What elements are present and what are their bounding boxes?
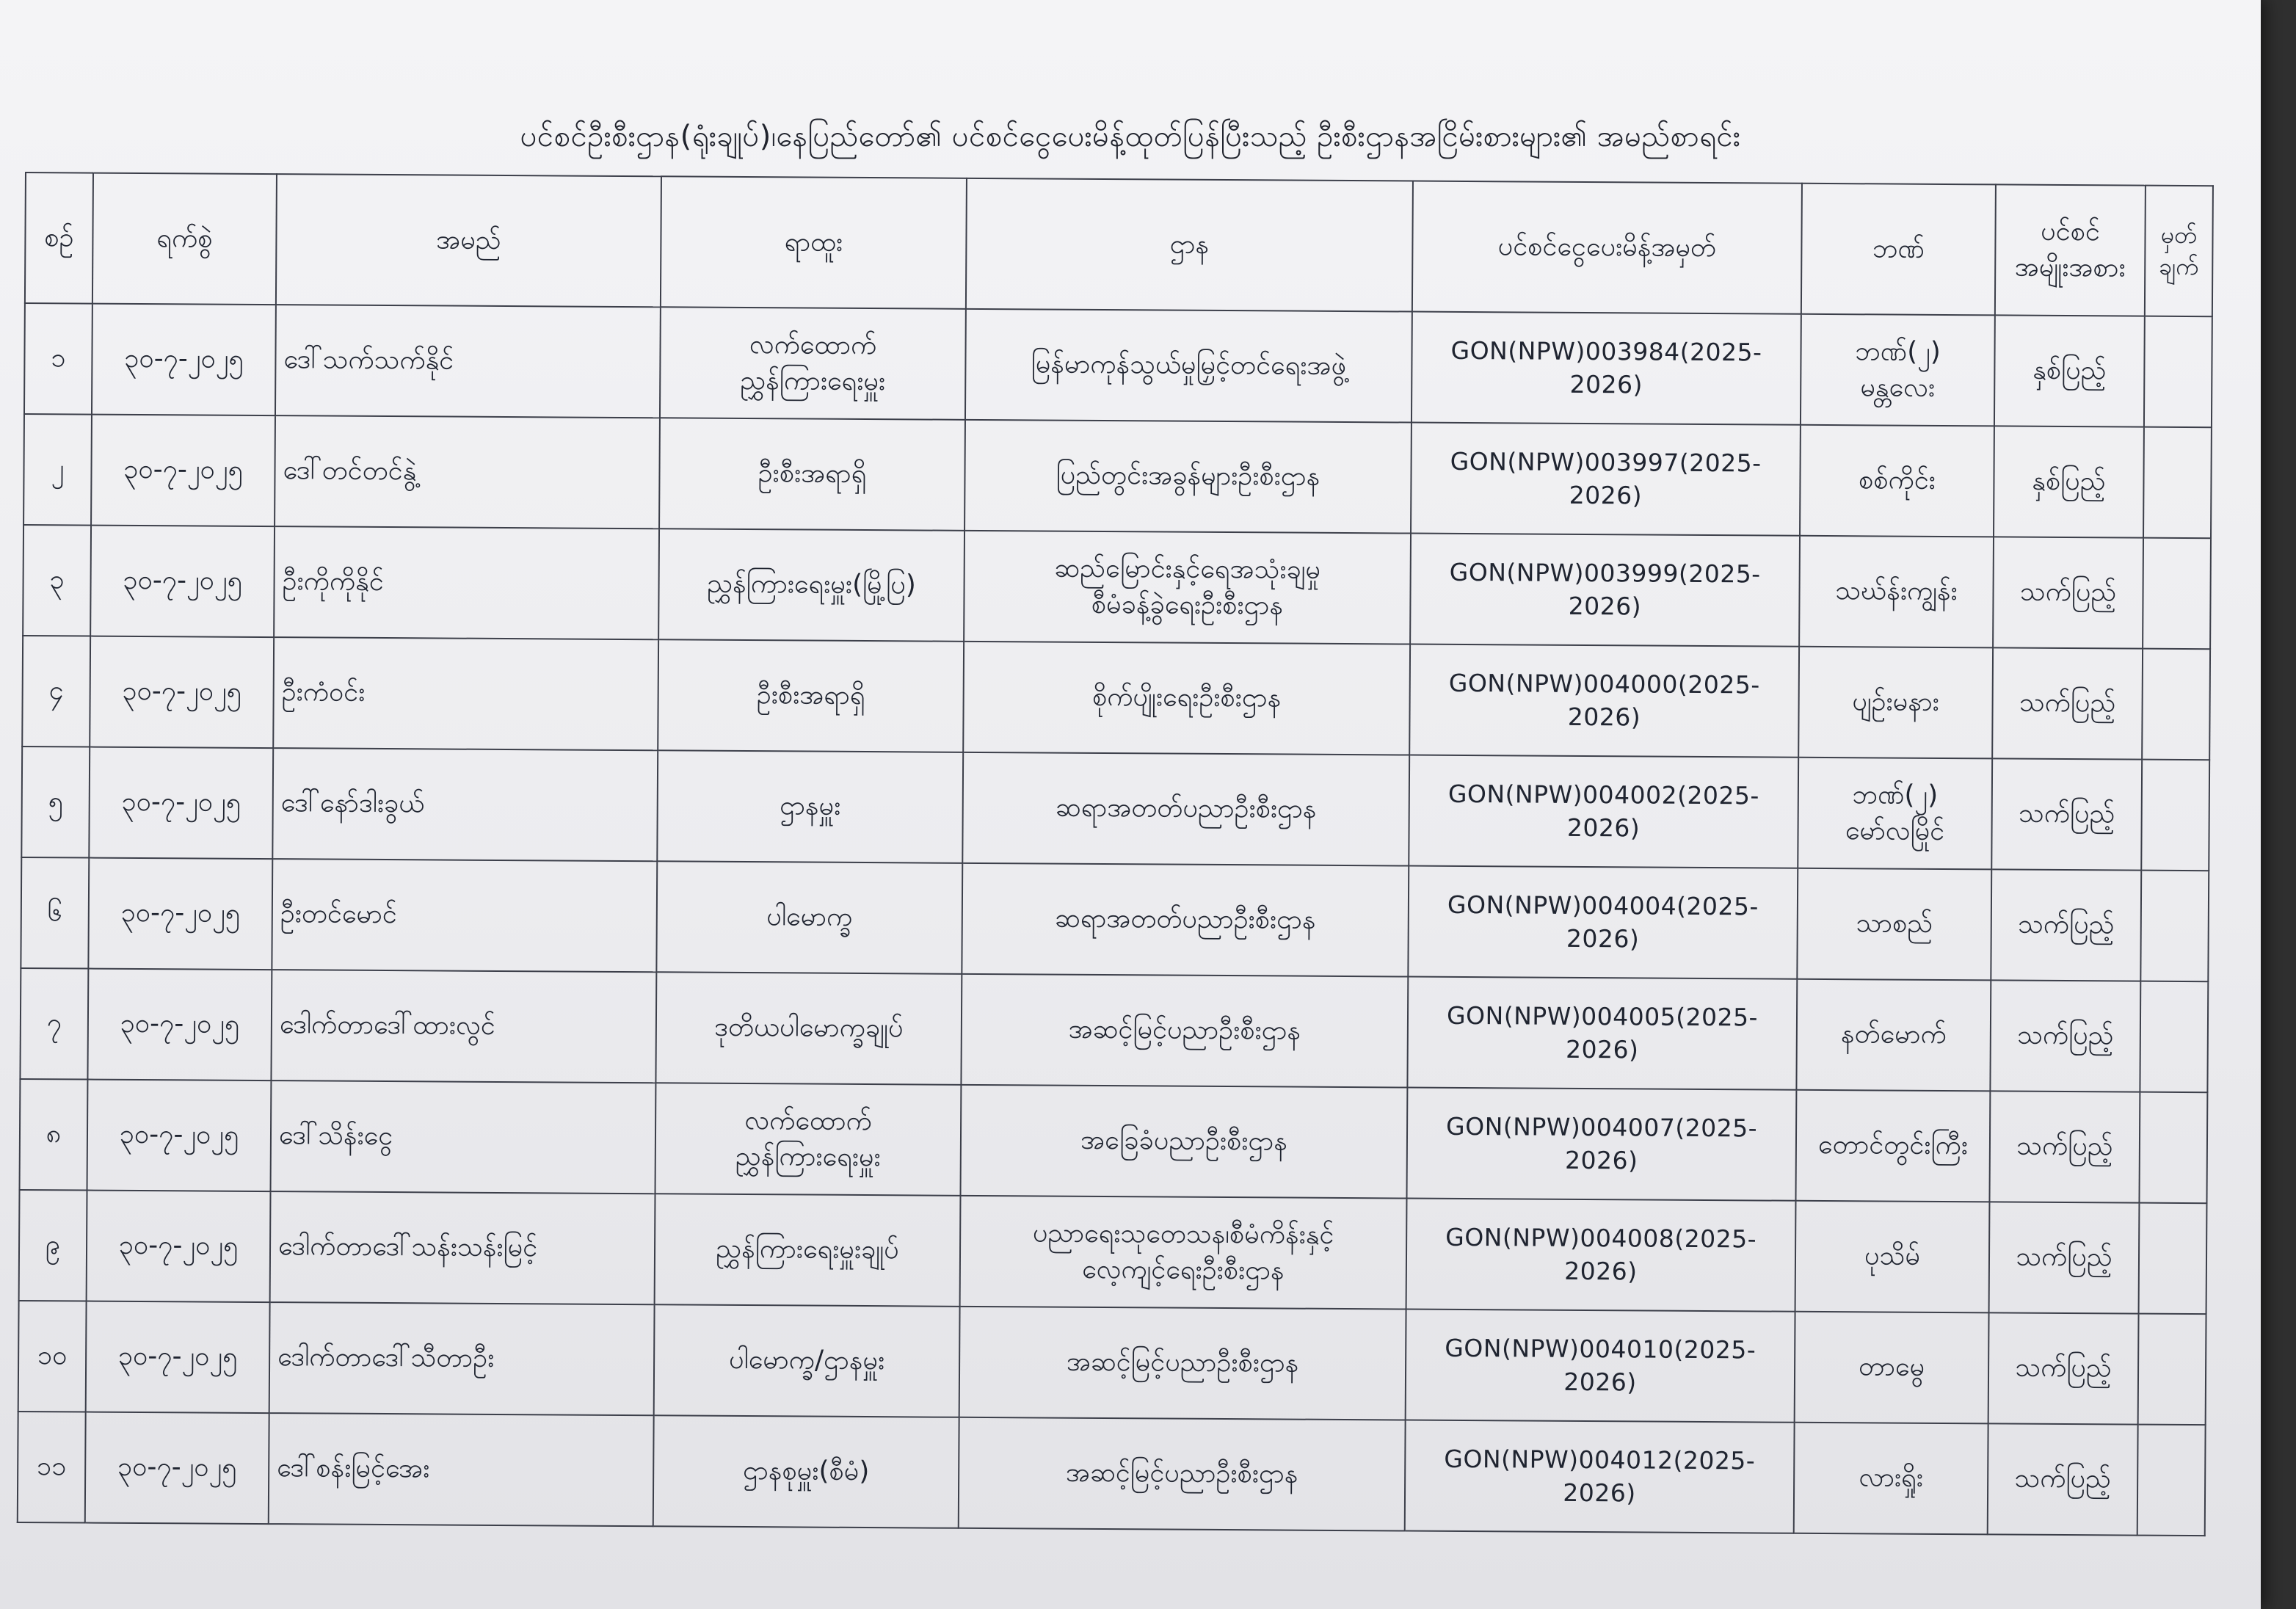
cell-rank-line1: လက်ထောက် bbox=[749, 329, 877, 360]
cell-date: ၃၀-၇-၂၀၂၅ bbox=[89, 747, 273, 860]
header-rank: ရာထူး bbox=[661, 176, 967, 309]
table-row bbox=[20, 1079, 2208, 1203]
cell-name: ဦးကံဝင်း bbox=[273, 637, 658, 750]
cell-department-line1: ဆရာအတတ်ပညာဦးစီးဌာန bbox=[1054, 903, 1316, 935]
cell-bank-line1: ဘဏ်(၂) bbox=[1852, 780, 1939, 810]
cell-pension-type: သက်ပြည့် bbox=[1991, 869, 2141, 981]
cell-date: ၃၀-၇-၂၀၂၅ bbox=[92, 304, 276, 416]
cell-no: ၁၁ bbox=[18, 1412, 86, 1523]
cell-remark bbox=[2143, 538, 2211, 650]
cell-rank-line1: ပါမောက္ခ bbox=[766, 901, 853, 933]
cell-permit: GON(NPW)003984(2025-2026) bbox=[1412, 312, 1801, 425]
cell-rank-line2: ညွှန်ကြားရေးမှူး bbox=[740, 365, 886, 396]
cell-bank bbox=[1799, 536, 1994, 648]
cell-pension-type: သက်ပြည့် bbox=[1988, 1312, 2139, 1424]
cell-bank-line1: တာမွေ bbox=[1858, 1351, 1925, 1383]
cell-remark bbox=[2140, 981, 2208, 1093]
cell-department bbox=[962, 863, 1409, 977]
cell-permit: GON(NPW)003999(2025-2026) bbox=[1410, 534, 1800, 647]
cell-bank-line1: နတ်မောက် bbox=[1840, 1019, 1947, 1050]
cell-bank-line1: ပုသိမ် bbox=[1864, 1241, 1921, 1272]
cell-date: ၃၀-၇-၂၀၂၅ bbox=[88, 858, 272, 970]
cell-pension-type: သက်ပြည့် bbox=[1993, 537, 2143, 648]
table-row bbox=[20, 968, 2208, 1092]
cell-name: ဒေါ်စန်းမြင့်အေး bbox=[269, 1413, 654, 1526]
cell-bank-line1: လားရှိုး bbox=[1859, 1462, 1924, 1494]
cell-bank bbox=[1795, 1201, 1990, 1313]
cell-bank-line1: စစ်ကိုင်း bbox=[1858, 465, 1936, 496]
cell-rank bbox=[654, 1304, 960, 1417]
header-date: ရက်စွဲ bbox=[92, 173, 277, 305]
cell-no: ၂ bbox=[23, 414, 92, 526]
cell-rank bbox=[653, 1415, 959, 1528]
cell-remark bbox=[2142, 649, 2210, 760]
cell-rank-line1: ဌာနစုမှူး(စီမံ) bbox=[742, 1456, 870, 1487]
cell-rank-line1: ဦးစီးအရာရှိ bbox=[756, 680, 865, 711]
cell-no: ၅ bbox=[21, 747, 90, 858]
cell-bank-line1: သဃ်န်းကျွန်း bbox=[1835, 575, 1958, 607]
cell-department-line1: ဆည်မြောင်းနှင့်ရေအသုံးချမှု bbox=[1054, 553, 1321, 585]
cell-pension-type: နှစ်ပြည့် bbox=[1994, 426, 2144, 537]
table-header-row bbox=[25, 172, 2213, 316]
cell-department bbox=[963, 642, 1410, 755]
cell-no: ၁ bbox=[24, 303, 92, 415]
table-row bbox=[24, 303, 2212, 427]
cell-bank-line2: မန္တလေး bbox=[1860, 371, 1936, 403]
table-row bbox=[22, 636, 2210, 760]
cell-bank bbox=[1797, 868, 1991, 981]
cell-date: ၃၀-၇-၂၀၂၅ bbox=[86, 1301, 270, 1414]
header-no: စဉ် bbox=[25, 172, 93, 304]
header-remark-line2: ချက် bbox=[2158, 252, 2199, 281]
cell-name: ဦးတင်မောင် bbox=[272, 859, 657, 972]
cell-department bbox=[961, 1085, 1408, 1199]
cell-rank bbox=[656, 861, 962, 974]
cell-department-line1: ဆရာအတတ်ပညာဦးစီးဌာန bbox=[1055, 792, 1317, 824]
table-row bbox=[18, 1301, 2206, 1425]
cell-permit: GON(NPW)004008(2025-2026) bbox=[1406, 1199, 1796, 1312]
cell-permit: GON(NPW)004000(2025-2026) bbox=[1409, 644, 1799, 758]
cell-no: ၉ bbox=[19, 1190, 87, 1301]
cell-permit: GON(NPW)004010(2025-2026) bbox=[1406, 1310, 1795, 1423]
header-bank: ဘဏ် bbox=[1801, 184, 1996, 316]
cell-name: ဒေါ်တင်တင်နွဲ့ bbox=[275, 415, 660, 529]
cell-bank bbox=[1794, 1423, 1988, 1535]
cell-rank bbox=[658, 529, 964, 642]
cell-permit: GON(NPW)003997(2025-2026) bbox=[1411, 423, 1801, 536]
cell-department-line1: အဆင့်မြင့်ပညာဦးစီးဌာန bbox=[1066, 1346, 1299, 1379]
cell-department bbox=[964, 420, 1412, 534]
cell-date: ၃၀-၇-၂၀၂၅ bbox=[85, 1412, 269, 1525]
cell-rank bbox=[655, 972, 962, 1085]
cell-name: ဒေါ်သိန်းငွေ bbox=[271, 1080, 656, 1194]
cell-remark bbox=[2141, 760, 2209, 871]
cell-remark bbox=[2139, 1092, 2207, 1204]
cell-department-line2: စီမံခန့်ခွဲရေးဦးစီးဌာန bbox=[1091, 589, 1284, 620]
pensioner-table bbox=[17, 172, 2214, 1536]
cell-pension-type: သက်ပြည့် bbox=[1991, 758, 2142, 870]
cell-department bbox=[965, 309, 1412, 423]
table-row bbox=[21, 857, 2209, 981]
cell-date: ၃၀-၇-၂၀၂၅ bbox=[90, 526, 275, 638]
cell-rank-line1: လက်ထောက် bbox=[744, 1105, 872, 1136]
document-title: ပင်စင်ဦးစီးဌာန(ရုံးချုပ်)၊နေပြည်တော်၏ ပင်စင်ငွေပေးမိန့်ထုတ်ပြန်ပြီးသည့် ဦးစီးဌာနအငြိမ်းစားများ၏ အမည်စာရင်း bbox=[520, 120, 1741, 153]
cell-bank bbox=[1798, 758, 1992, 870]
cell-rank-line1: ပါမောက္ခ/ဌာနမှူး bbox=[728, 1345, 885, 1376]
cell-department bbox=[959, 1307, 1406, 1420]
cell-rank-line1: ညွှန်ကြားရေးမှူးချုပ် bbox=[716, 1233, 899, 1265]
cell-rank bbox=[659, 418, 965, 531]
header-permit: ပင်စင်ငွေပေးမိန့်အမှတ် bbox=[1412, 181, 1802, 314]
cell-no: ၇ bbox=[20, 968, 88, 1080]
table-row bbox=[19, 1190, 2207, 1314]
cell-bank-line1: တောင်တွင်းကြီး bbox=[1817, 1130, 1969, 1161]
cell-bank-line2: မော်လမြိုင် bbox=[1845, 815, 1945, 846]
cell-pension-type: သက်ပြည့် bbox=[1988, 1423, 2138, 1535]
cell-department-line1: အဆင့်မြင့်ပညာဦးစီးဌာန bbox=[1065, 1457, 1298, 1489]
cell-bank bbox=[1798, 647, 1993, 759]
cell-remark bbox=[2140, 871, 2209, 982]
table-row bbox=[23, 525, 2211, 649]
cell-date: ၃၀-၇-၂၀၂၅ bbox=[90, 636, 274, 749]
cell-rank-line1: ညွှန်ကြားရေးမှူး(မြို့ပြ) bbox=[707, 568, 916, 600]
cell-department bbox=[959, 1417, 1406, 1531]
cell-rank-line1: ဌာနမှူး bbox=[780, 791, 841, 822]
header-remark-line1: မှတ် bbox=[2160, 220, 2198, 249]
cell-department-line1: အခြေခံပညာဦးစီးဌာန bbox=[1080, 1125, 1288, 1157]
cell-bank bbox=[1795, 1090, 1990, 1202]
cell-department bbox=[964, 531, 1411, 644]
cell-date: ၃၀-၇-၂၀၂၅ bbox=[87, 1191, 271, 1303]
cell-remark bbox=[2139, 1203, 2207, 1315]
cell-permit: GON(NPW)004002(2025-2026) bbox=[1409, 755, 1798, 868]
cell-no: ၈ bbox=[20, 1079, 88, 1191]
cell-pension-type: နှစ်ပြည့် bbox=[1994, 315, 2145, 426]
cell-pension-type: သက်ပြည့် bbox=[1990, 980, 2140, 1092]
cell-bank bbox=[1796, 979, 1991, 1092]
cell-department bbox=[961, 974, 1408, 1088]
table-row bbox=[23, 414, 2212, 538]
cell-pension-type: သက်ပြည့် bbox=[1989, 1202, 2140, 1313]
cell-pension-type: သက်ပြည့် bbox=[1992, 647, 2143, 759]
cell-bank bbox=[1795, 1312, 1989, 1424]
header-name: အမည် bbox=[276, 174, 661, 307]
cell-rank bbox=[658, 639, 964, 752]
cell-department-line1: စိုက်ပျိုးရေးဦးစီးဌာန bbox=[1091, 682, 1282, 713]
table-row bbox=[18, 1412, 2206, 1536]
cell-bank-line1: ဘဏ်(၂) bbox=[1855, 336, 1941, 367]
cell-no: ၃ bbox=[23, 525, 91, 636]
cell-rank bbox=[657, 750, 963, 863]
cell-name: ဒေါ်သက်သက်နိုင် bbox=[275, 305, 661, 418]
cell-rank bbox=[655, 1083, 962, 1196]
cell-date: ၃၀-၇-၂၀၂၅ bbox=[87, 1080, 272, 1192]
cell-remark bbox=[2138, 1314, 2206, 1425]
cell-rank-line2: ညွှန်ကြားရေးမှူး bbox=[735, 1141, 881, 1172]
cell-bank bbox=[1800, 425, 1994, 537]
cell-permit: GON(NPW)004007(2025-2026) bbox=[1406, 1088, 1796, 1201]
cell-department bbox=[960, 1196, 1407, 1310]
cell-department-line1: မြန်မာကုန်သွယ်မှုမြှင့်တင်ရေးအဖွဲ့ bbox=[1031, 349, 1347, 382]
cell-name: ဒေါက်တာဒေါ်ထားလွင် bbox=[271, 970, 656, 1083]
cell-department-line1: ပြည်တွင်းအခွန်များဦးစီးဌာန bbox=[1056, 460, 1320, 492]
table-body bbox=[18, 303, 2212, 1536]
cell-name: ဒေါက်တာဒေါ်သန်းသန်းမြင့် bbox=[270, 1191, 655, 1304]
cell-no: ၄ bbox=[22, 636, 90, 747]
cell-rank bbox=[660, 307, 966, 420]
header-department: ဌာန bbox=[966, 178, 1413, 312]
header-remark bbox=[2145, 186, 2213, 317]
cell-remark bbox=[2144, 316, 2212, 428]
cell-department-line1: အဆင့်မြင့်ပညာဦးစီးဌာန bbox=[1068, 1014, 1301, 1046]
cell-rank bbox=[655, 1194, 961, 1307]
table-row bbox=[21, 747, 2209, 871]
cell-rank-line1: ဒုတိယပါမောက္ခချုပ် bbox=[714, 1011, 904, 1044]
header-pension-type bbox=[1995, 184, 2146, 316]
cell-department bbox=[962, 752, 1409, 866]
cell-permit: GON(NPW)004004(2025-2026) bbox=[1408, 866, 1798, 979]
cell-remark bbox=[2143, 427, 2212, 539]
cell-date: ၃၀-၇-၂၀၂၅ bbox=[87, 969, 272, 1081]
cell-permit: GON(NPW)004012(2025-2026) bbox=[1405, 1420, 1795, 1533]
header-pension-type-line1: ပင်စင် bbox=[2041, 217, 2101, 247]
cell-no: ၆ bbox=[21, 857, 89, 969]
cell-name: ဦးကိုကိုနိုင် bbox=[274, 526, 659, 639]
cell-department-line1: ပညာရေးသုတေသန၊စီမံကိန်းနှင့် bbox=[1032, 1218, 1334, 1250]
cell-name: ဒေါ်နော်ဒါးခွယ် bbox=[272, 748, 658, 861]
cell-bank-line1: ပျဉ်းမနား bbox=[1852, 686, 1939, 718]
cell-date: ၃၀-၇-၂၀၂၅ bbox=[91, 415, 275, 527]
cell-name: ဒေါက်တာဒေါ်သီတာဦး bbox=[269, 1302, 655, 1415]
cell-pension-type: သက်ပြည့် bbox=[1989, 1091, 2140, 1202]
header-pension-type-line2: အမျိုးအစား bbox=[2014, 252, 2126, 283]
cell-department-line2: လေ့ကျင့်ရေးဦးစီးဌာန bbox=[1082, 1254, 1285, 1286]
cell-bank bbox=[1801, 314, 1995, 426]
cell-no: ၁၀ bbox=[18, 1301, 87, 1412]
cell-bank-line1: သာစည် bbox=[1856, 908, 1933, 940]
cell-permit: GON(NPW)004005(2025-2026) bbox=[1407, 977, 1797, 1090]
cell-remark bbox=[2137, 1425, 2206, 1536]
cell-rank-line1: ဦးစီးအရာရှိ bbox=[758, 458, 867, 490]
